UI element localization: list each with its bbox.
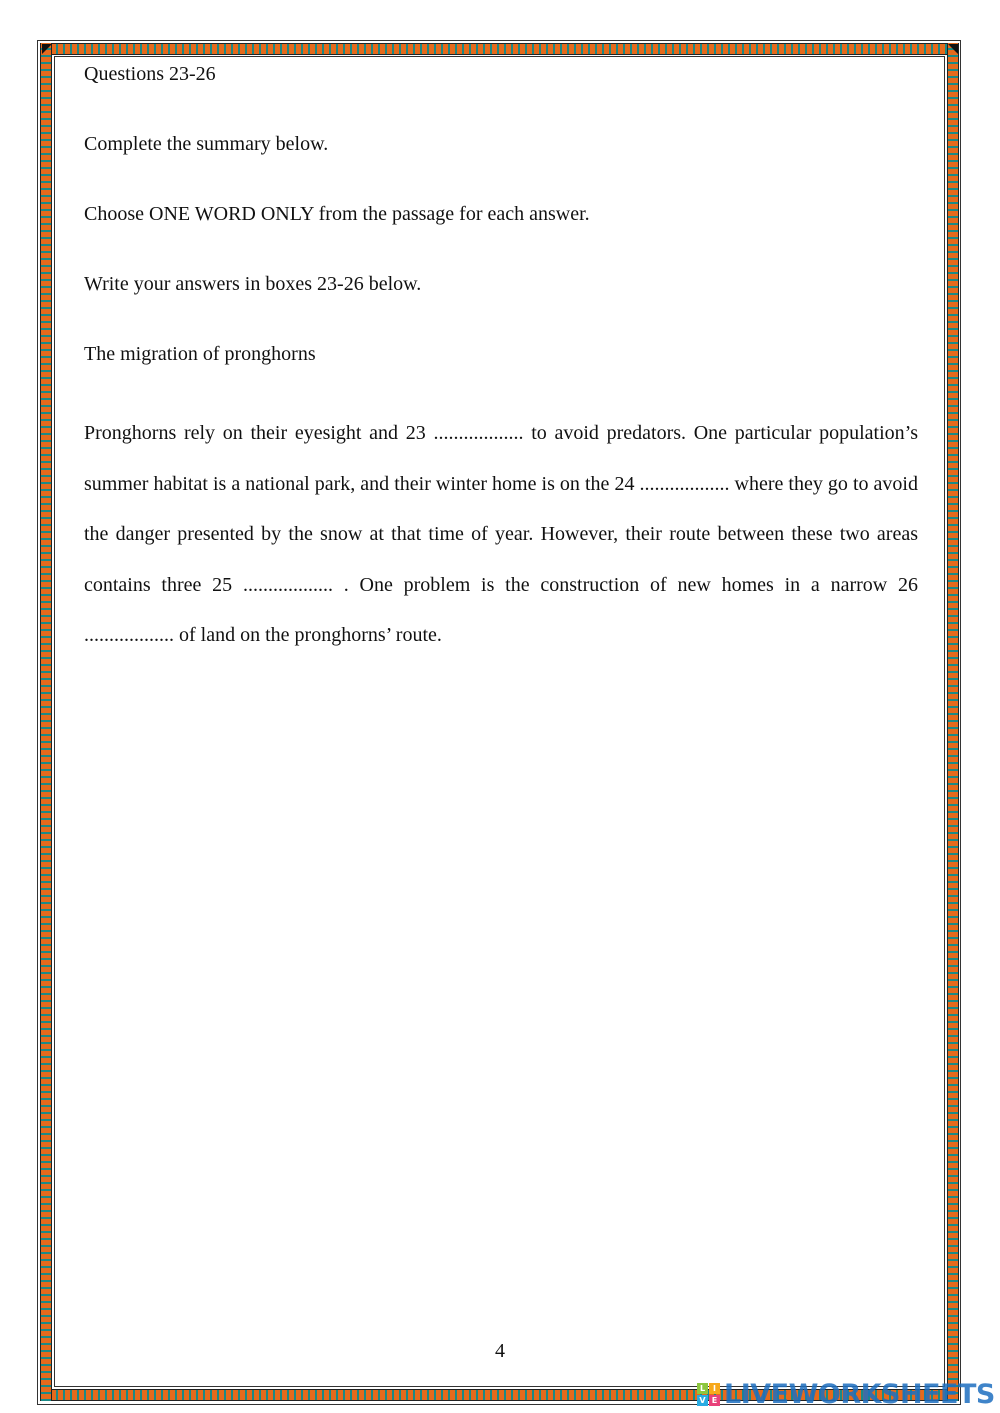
liveworksheets-watermark bbox=[697, 1377, 995, 1411]
decorative-border-right bbox=[947, 43, 959, 1401]
worksheet-content bbox=[84, 60, 918, 661]
corner-ornament-top-left bbox=[42, 44, 52, 54]
instruction-word-limit: Choose ONE WORD ONLY from the passage for each answer. bbox=[84, 203, 590, 225]
decorative-border-top bbox=[44, 43, 958, 55]
logo-letter: E bbox=[709, 1395, 720, 1406]
summary-title: The migration of pronghorns bbox=[84, 343, 316, 365]
logo-letter: I bbox=[709, 1383, 720, 1394]
page-number: 4 bbox=[495, 1340, 505, 1362]
corner-ornament-top-right bbox=[948, 44, 958, 54]
instruction-answer-boxes: Write your answers in boxes 23-26 below. bbox=[84, 273, 422, 295]
logo-letter: L bbox=[697, 1383, 708, 1394]
questions-heading: Questions 23-26 bbox=[84, 63, 216, 85]
summary-paragraph: Pronghorns rely on their eyesight and 23 .................. to avoid predators. One particular population’s summer habitat is a national park, and their winter home is on the 24 .................. where they go to avoid the danger presented by the snow at that time of year. However, their route between these two areas contains three 25 .................. . One problem is the construction of new homes in a narrow 26 .................. of land on the pronghorns’ route. bbox=[84, 422, 918, 646]
decorative-border-left bbox=[40, 43, 52, 1401]
liveworksheets-logo-icon bbox=[697, 1383, 720, 1406]
instruction-complete-summary: Complete the summary below. bbox=[84, 133, 329, 155]
logo-letter: V bbox=[697, 1395, 708, 1406]
watermark-text: LIVEWORKSHEETS bbox=[724, 1378, 995, 1410]
